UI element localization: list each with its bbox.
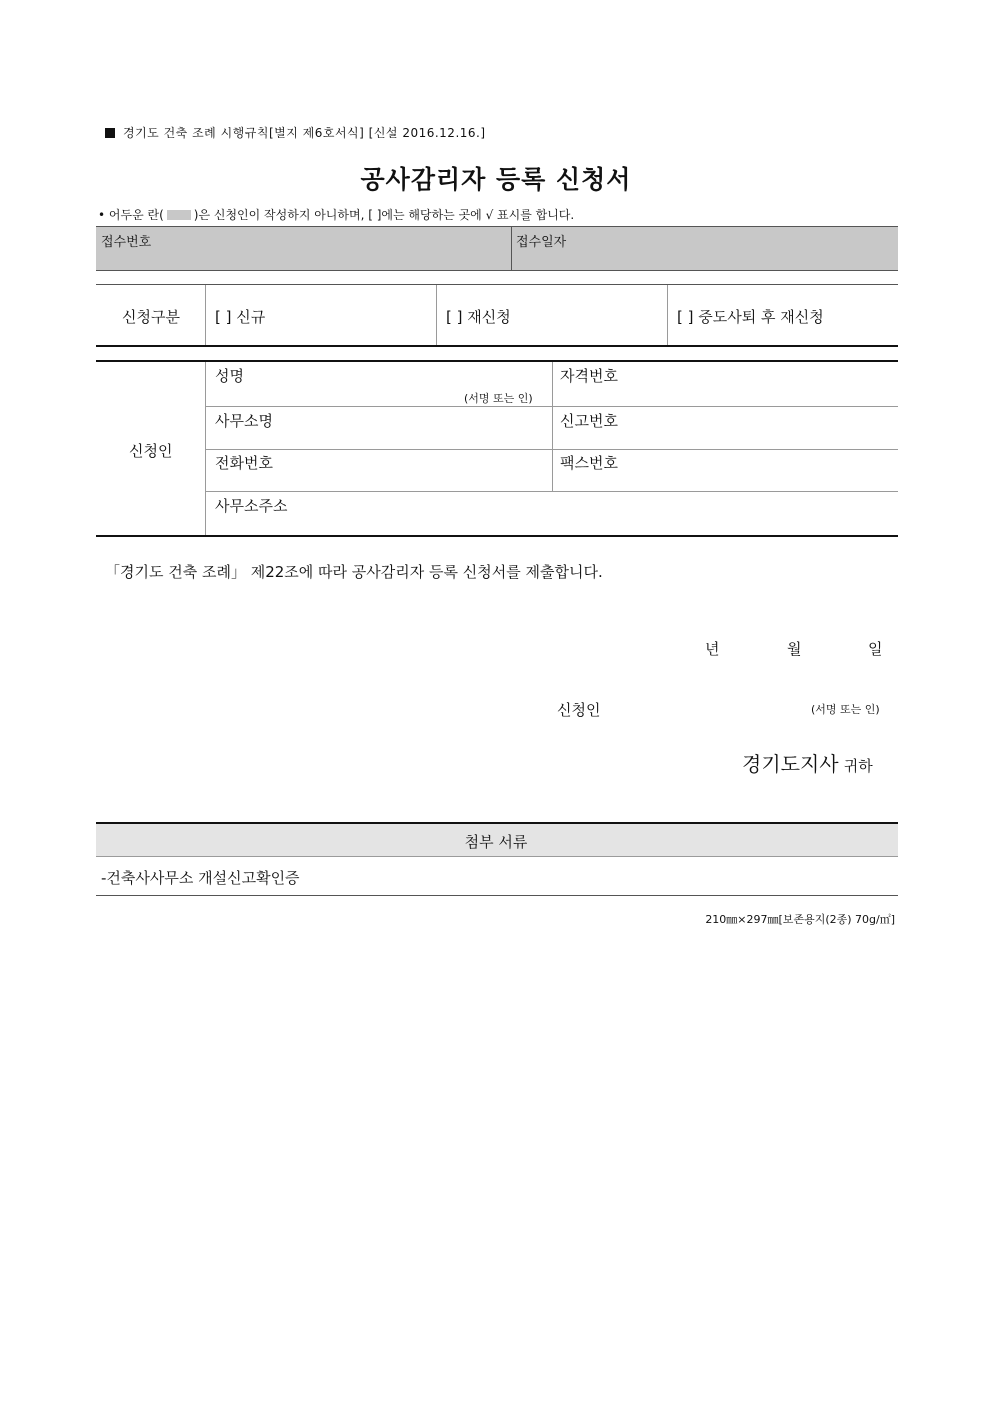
- divider: [96, 822, 898, 824]
- paper-spec-footer: 210㎜×297㎜[보존용지(2종) 70g/㎡]: [705, 913, 895, 926]
- application-type-label: 신청구분: [122, 308, 180, 326]
- divider: [205, 449, 898, 450]
- applicant-label: 신청인: [129, 442, 173, 460]
- option-reapply-checkbox[interactable]: [ ] 재신청: [446, 308, 511, 326]
- office-address-field[interactable]: 사무소주소: [215, 497, 288, 515]
- receipt-date-label: 접수일자: [516, 235, 567, 250]
- divider: [96, 360, 898, 362]
- date-month-field[interactable]: 월: [787, 640, 802, 658]
- form-reference: [105, 124, 486, 141]
- option-new-checkbox[interactable]: [ ] 신규: [215, 308, 266, 326]
- divider: [552, 362, 553, 491]
- receipt-number-label: 접수번호: [101, 235, 152, 250]
- divider: [436, 285, 437, 345]
- divider: [205, 285, 206, 345]
- name-sign-hint: (서명 또는 인): [464, 392, 533, 405]
- divider: [511, 227, 512, 270]
- fax-field[interactable]: 팩스번호: [560, 454, 618, 472]
- office-name-field[interactable]: 사무소명: [215, 412, 273, 430]
- shaded-sample-icon: [167, 210, 191, 220]
- attachment-item: -건축사사무소 개설신고확인증: [101, 869, 300, 887]
- name-field[interactable]: 성명: [215, 367, 244, 385]
- divider: [96, 895, 898, 896]
- divider: [96, 345, 898, 347]
- divider: [205, 406, 898, 407]
- instruction-note: [98, 206, 574, 223]
- note-after: )은 신청인이 작성하지 아니하며, [ ]에는 해당하는 곳에 √ 표시를 합니다.: [193, 208, 575, 222]
- divider: [96, 856, 898, 857]
- form-reference-text: 경기도 건축 조례 시행규칙[별지 제6호서식] [신설 2016.12.16.]: [123, 126, 486, 140]
- option-reapply-after-resign-checkbox[interactable]: [ ] 중도사퇴 후 재신청: [677, 308, 824, 326]
- divider: [96, 535, 898, 537]
- receipt-section: [96, 226, 898, 271]
- submission-statement: 「경기도 건축 조례」 제22조에 따라 공사감리자 등록 신청서를 제출합니다.: [105, 563, 603, 581]
- report-number-field[interactable]: 신고번호: [560, 412, 618, 430]
- note-before: • 어두운 란(: [98, 208, 164, 222]
- attachments-heading: 첨부 서류: [464, 833, 528, 851]
- signature-label: 신청인: [557, 701, 601, 719]
- divider: [667, 285, 668, 345]
- date-year-field[interactable]: 년: [705, 640, 720, 658]
- date-day-field[interactable]: 일: [868, 640, 883, 658]
- recipient-name: 경기도지사: [742, 752, 839, 776]
- recipient: [742, 748, 873, 777]
- divider: [205, 491, 898, 492]
- square-bullet-icon: [105, 128, 115, 138]
- page-title: 공사감리자 등록 신청서: [360, 165, 632, 194]
- recipient-suffix: 귀하: [843, 757, 873, 775]
- divider: [96, 284, 898, 285]
- signature-field[interactable]: (서명 또는 인): [811, 703, 880, 716]
- license-number-field[interactable]: 자격번호: [560, 367, 618, 385]
- phone-field[interactable]: 전화번호: [215, 454, 273, 472]
